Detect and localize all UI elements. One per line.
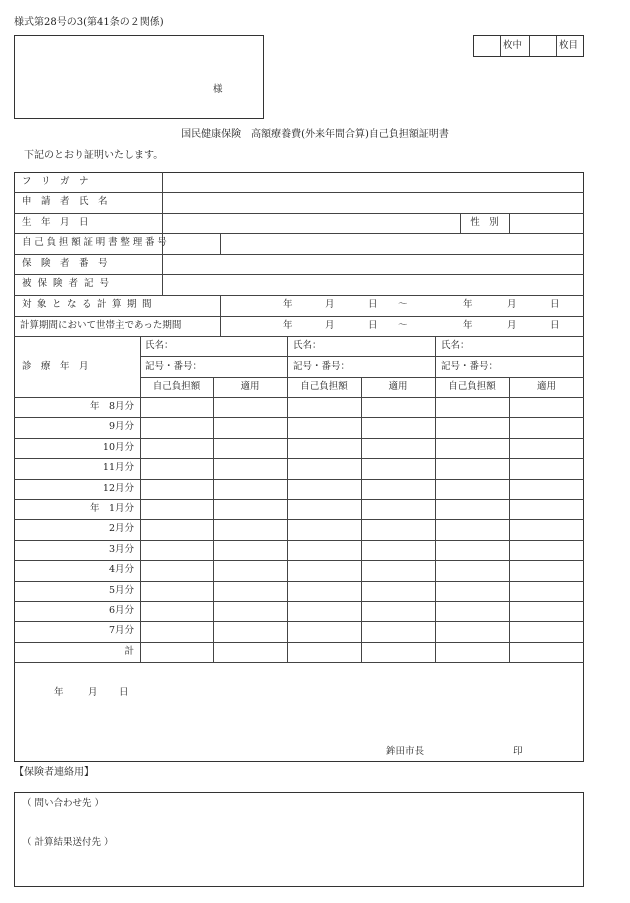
label-furigana: フ リ ガ ナ [22,176,89,187]
row-divider [14,519,584,520]
contact-send-to-label: （ 計算結果送付先 ） [22,837,114,848]
period2-start-year: 年 [283,320,293,331]
contact-box [14,792,584,887]
contact-heading: 【保険者連絡用】 [14,767,94,778]
period1-start-day: 日 [368,299,378,310]
month-row-label: 4月分 [108,564,134,575]
person1-note-header: 適用 [240,381,260,392]
month-row-label: 7月分 [108,625,134,636]
period1-start-year: 年 [283,299,293,310]
month-row-label: 12月分 [102,483,134,494]
person2-name-label: 氏名： [293,340,322,351]
period2-start-day: 日 [368,320,378,331]
month-row-label: 5月分 [108,585,134,596]
label-treatment-month: 診 療 年 月 [22,361,89,372]
person3-code-label: 記号・番号： [441,361,499,372]
month-row-label: 9月分 [108,421,134,432]
row-divider [14,417,584,418]
label-target-period: 対象となる計算期間 [22,299,158,310]
label-applicant-name: 申 請 者 氏 名 [22,196,108,207]
row-divider [14,458,584,459]
row-divider [14,662,584,663]
period1-end-day: 日 [550,299,560,310]
issue-year: 年 [54,687,64,698]
month-row-label: 計 [124,646,134,657]
person3-note-header: 適用 [536,381,556,392]
row-divider [14,601,584,602]
month-row-label: 6月分 [108,605,134,616]
person2-note-header: 適用 [388,381,408,392]
period1-end-month: 月 [507,299,517,310]
period2-end-day: 日 [550,320,560,331]
period2-start-month: 月 [325,320,335,331]
intro-text: 下記のとおり証明いたします。 [24,150,164,161]
period2-end-month: 月 [507,320,517,331]
person1-code-label: 記号・番号： [145,361,203,372]
person3-amount-header: 自己負担額 [448,381,496,392]
month-row-label: 年 1月分 [89,503,134,514]
person1-name-label: 氏名： [145,340,174,351]
label-birth-date: 生 年 月 日 [22,217,89,228]
row-divider [14,560,584,561]
person2-code-label: 記号・番号： [293,361,351,372]
label-householder-period: 計算期間において世帯主であった期間 [20,320,182,331]
row-divider [14,540,584,541]
period2-tilde: 〜 [398,320,408,331]
form-number: 様式第28号の3(第41条の２関係) [14,17,164,28]
month-row-label: 年 8月分 [89,401,134,412]
person3-name-label: 氏名： [441,340,470,351]
row-divider [14,479,584,480]
page-title: 国民健康保険 高額療養費(外来年間合算)自己負担額証明書 [181,129,449,140]
period1-end-year: 年 [463,299,473,310]
label-insured-symbol: 被保険者記号 [22,278,116,289]
issue-month: 月 [88,687,98,698]
month-row-label: 10月分 [102,442,134,453]
sheet-count-box [473,35,584,57]
row-divider [14,642,584,643]
issuer-name: 鉾田市長 [386,746,425,757]
month-row-label: 2月分 [108,523,134,534]
period1-tilde: 〜 [398,299,408,310]
month-row-label: 3月分 [108,544,134,555]
seal-mark: 印 [513,746,523,757]
contact-inquiry-label: （ 問い合わせ先 ） [22,798,105,809]
row-divider [14,581,584,582]
person1-amount-header: 自己負担額 [152,381,201,392]
period2-end-year: 年 [463,320,473,331]
period1-start-month: 月 [325,299,335,310]
label-insurer-number: 保 険 者 番 号 [22,258,108,269]
row-divider [14,499,584,500]
label-gender: 性 別 [470,217,499,228]
sheet-total-label: 枚中 [503,40,523,51]
row-divider [14,621,584,622]
addressee-box [14,35,264,119]
sheet-current-label: 枚目 [559,40,579,51]
row-divider [14,438,584,439]
month-row-label: 11月分 [102,462,134,473]
person2-amount-header: 自己負担額 [300,381,348,392]
issue-day: 日 [119,687,129,698]
label-ref-number: 自己負担額証明書整理番号 [22,237,170,248]
addressee-suffix: 様 [213,84,223,95]
